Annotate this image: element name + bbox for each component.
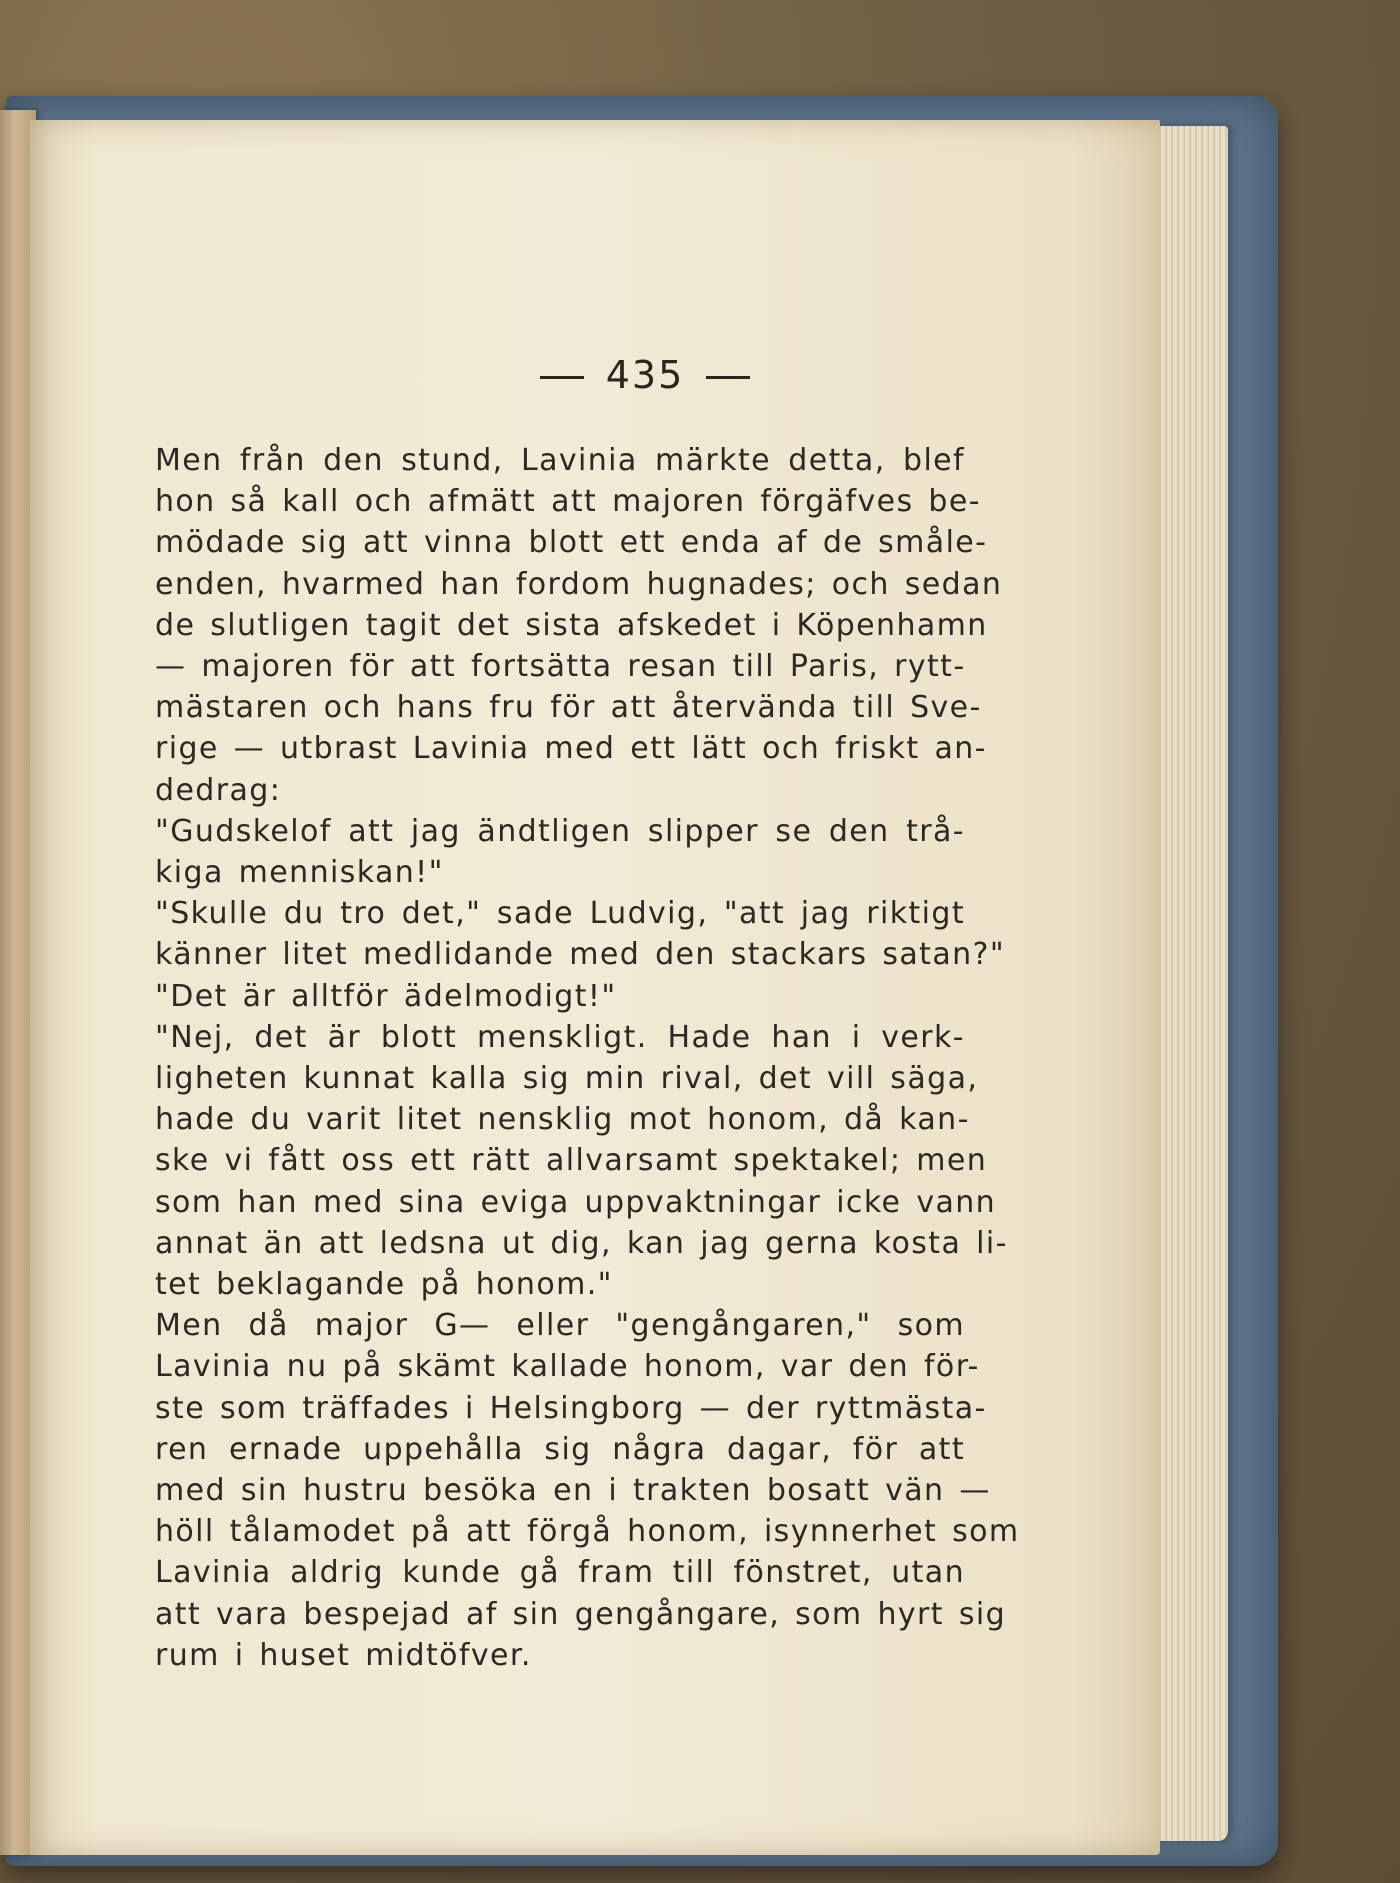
text-line: som han med sina eviga uppvaktningar icke vann — [155, 1184, 997, 1220]
right-dash — [706, 376, 750, 379]
text-line: annat än att ledsna ut dig, kan jag gerna kosta li- — [155, 1225, 1008, 1261]
text-line: att vara bespejad af sin gengångare, som hyrt sig — [155, 1596, 1007, 1632]
text-line: dedrag: — [155, 772, 282, 808]
text-line: kiga menniskan!" — [155, 855, 444, 891]
text-line: Men då major G— eller "gengångaren," som — [155, 1308, 965, 1344]
text-line: enden, hvarmed han fordom hugnades; och sedan — [155, 566, 1003, 602]
text-line: ligheten kunnat kalla sig min rival, det vill säga, — [155, 1061, 979, 1097]
text-line: — majoren för att fortsätta resan till Paris, rytt- — [155, 649, 966, 685]
book-page — [30, 120, 1160, 1855]
text-line: hon så kall och afmätt att majoren förgäfves be- — [155, 484, 981, 520]
text-line: Men från den stund, Lavinia märkte detta, blef — [155, 443, 965, 478]
text-line: hade du varit litet nensklig mot honom, då kan- — [155, 1102, 970, 1138]
page-number: 435 — [605, 353, 685, 397]
text-line: ren ernade uppehålla sig några dagar, för att — [155, 1431, 965, 1467]
page-number-header — [80, 353, 1210, 397]
text-line: Lavinia aldrig kunde gå fram till fönstret, utan — [155, 1555, 965, 1591]
text-line: mästaren och hans fru för att återvända till Sve- — [155, 690, 982, 726]
text-line: med sin hustru besöka en i trakten bosatt vän — — [155, 1473, 991, 1509]
text-line: "Det är alltför ädelmodigt!" — [155, 978, 617, 1014]
text-line: rige — utbrast Lavinia med ett lätt och friskt an- — [155, 731, 987, 767]
text-line: mödade sig att vinna blott ett enda af de småle- — [155, 525, 988, 561]
page-body-text — [155, 440, 1020, 1676]
left-dash — [540, 376, 584, 379]
text-line: "Nej, det är blott menskligt. Hade han i verk- — [155, 1019, 965, 1055]
text-line: höll tålamodet på att förgå honom, isynnerhet som — [155, 1514, 1020, 1550]
text-line: Lavinia nu på skämt kallade honom, var den för- — [155, 1349, 980, 1385]
text-line: "Skulle du tro det," sade Ludvig, "att jag riktigt — [155, 896, 965, 932]
text-line: de slutligen tagit det sista afskedet i Köpenhamn — [155, 607, 988, 643]
text-line: känner litet medlidande med den stackars satan?" — [155, 937, 1006, 973]
text-line: tet beklagande på honom." — [155, 1267, 613, 1303]
text-line: ske vi fått oss ett rätt allvarsamt spektakel; men — [155, 1143, 988, 1179]
text-line: "Gudskelof att jag ändtligen slipper se den trå- — [155, 813, 965, 849]
text-line: rum i huset midtöfver. — [155, 1637, 532, 1673]
text-line: ste som träffades i Helsingborg — der ryttmästa- — [155, 1390, 987, 1426]
